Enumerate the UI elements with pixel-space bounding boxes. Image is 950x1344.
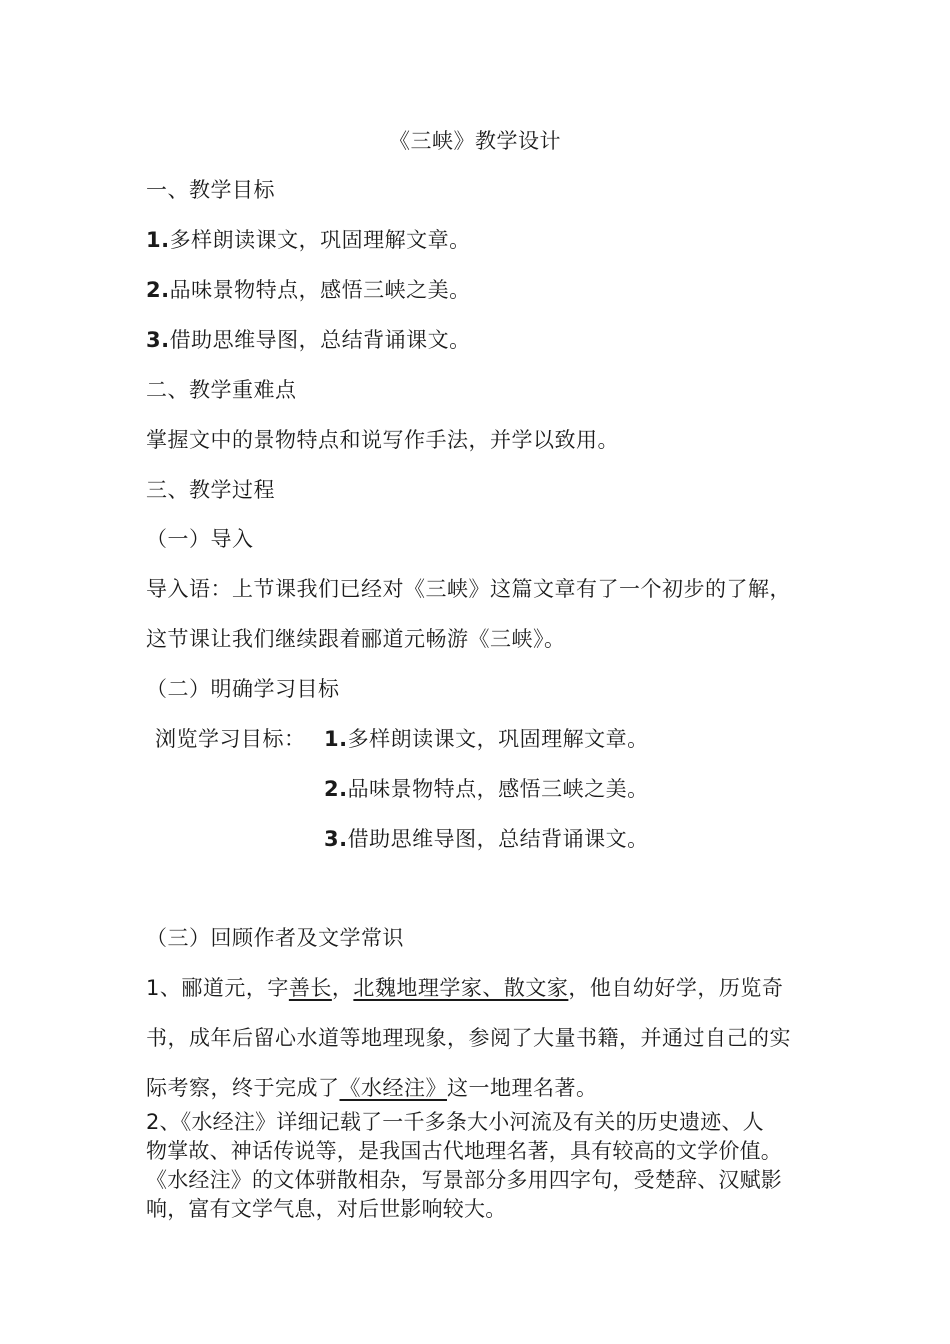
intro-line-1: 导入语：上节课我们已经对《三峡》这篇文章有了一个初步的了解， [146,577,791,601]
shuijingzhu-paragraph [146,1108,814,1224]
subsection-heading-intro: （一）导入 [146,527,254,551]
paragraph-line: 2、《水经注》详细记载了一千多条大小河流及有关的历史遗迹、人 [146,1110,764,1134]
paragraph-line: 物掌故、神话传说等，是我国古代地理名著，具有较高的文学价值。 [146,1139,782,1163]
goal-number: 3. [146,328,170,352]
goal-number: 1. [146,228,170,252]
author-text: 际考察，终于完成了 [146,1076,340,1100]
goal-number: 3. [324,827,348,851]
subsection-heading-goals: （二）明确学习目标 [146,677,340,701]
section-heading-process: 三、教学过程 [146,478,275,502]
goal-number: 1. [324,727,348,751]
goal-text: 品味景物特点，感悟三峡之美。 [347,777,649,801]
goal-item-3 [146,326,471,354]
goal-number: 2. [146,278,170,302]
goal-item-1 [146,226,471,254]
goal-text: 借助思维导图，总结背诵课文。 [169,328,471,352]
author-identity: 北魏地理学家、散文家 [353,976,569,1000]
goal-text: 多样朗读课文，巩固理解文章。 [347,727,649,751]
author-line-3 [146,1074,598,1102]
author-text: ， [331,976,354,1000]
goal-number: 2. [324,777,348,801]
document-title: 《三峡》教学设计 [389,129,561,153]
keypoints-text: 掌握文中的景物特点和说写作手法，并学以致用。 [146,428,619,452]
goal-text: 借助思维导图，总结背诵课文。 [347,827,649,851]
author-courtesy-name: 善长 [288,976,332,1000]
browse-goals-label: 浏览学习目标： [155,727,306,751]
section-heading-keypoints: 二、教学重难点 [146,378,297,402]
author-text: 这一地理名著。 [447,1076,598,1100]
author-text: ，他自幼好学，历览奇 [568,976,784,1000]
paragraph-line: 《水经注》的文体骈散相杂，写景部分多用四字句，受楚辞、汉赋影 [146,1168,782,1192]
browse-goal-item-1 [324,725,649,753]
author-line-1 [146,974,783,1002]
goal-item-2 [146,276,471,304]
goal-text: 多样朗读课文，巩固理解文章。 [169,228,471,252]
paragraph-line: 响，富有文学气息，对后世影响较大。 [146,1197,507,1221]
book-title: 《水经注》 [339,1076,447,1100]
section-heading-goals: 一、教学目标 [146,178,275,202]
author-text: 1、郦道元，字 [146,976,289,1000]
author-line-2: 书，成年后留心水道等地理现象，参阅了大量书籍，并通过自己的实 [146,1026,791,1050]
browse-goal-item-3 [324,825,649,853]
intro-line-2: 这节课让我们继续跟着郦道元畅游《三峡》。 [146,627,566,651]
goal-text: 品味景物特点，感悟三峡之美。 [169,278,471,302]
subsection-heading-author: （三）回顾作者及文学常识 [146,926,404,950]
browse-goal-item-2 [324,775,649,803]
